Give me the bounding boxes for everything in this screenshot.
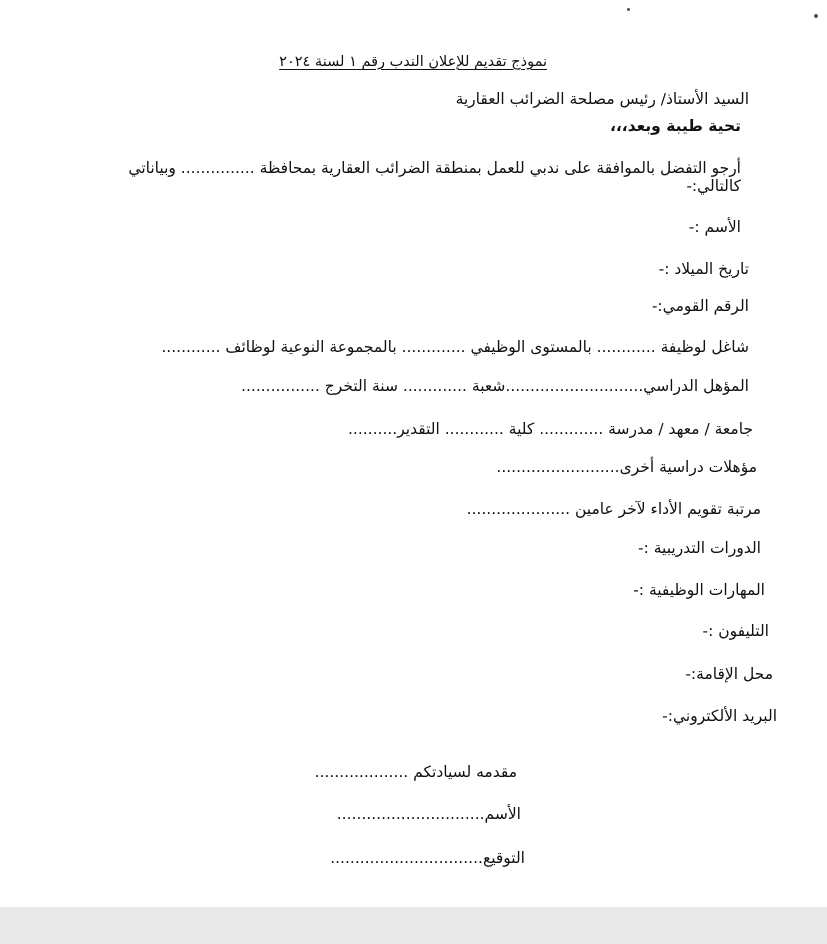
name-field-label: الأسم :- <box>688 218 741 236</box>
scan-speck <box>814 14 818 18</box>
national-id-field-label: الرقم القومي:- <box>651 297 749 315</box>
signer-name-line: الأسم.............................. <box>336 805 521 823</box>
greeting-line: تحية طيبة وبعد،،، <box>610 117 741 135</box>
birth-date-field-label: تاريخ الميلاد :- <box>658 260 749 278</box>
skills-field-label: المهارات الوظيفية :- <box>633 581 765 599</box>
other-qualifications-line: مؤهلات دراسية أخرى......................... <box>496 458 757 476</box>
scan-bottom-edge <box>0 907 827 944</box>
addressee-line: السيد الأستاذ/ رئيس مصلحة الضرائب العقارية <box>455 90 749 108</box>
courses-field-label: الدورات التدريبية :- <box>637 539 761 557</box>
residence-field-label: محل الإقامة:- <box>685 665 773 683</box>
scan-speck <box>627 8 630 11</box>
job-line: شاغل لوظيفة ............ بالمستوى الوظيفي ............. بالمجموعة النوعية لوظائف ............ <box>161 338 749 356</box>
signature-line: التوقيع............................... <box>330 849 525 867</box>
submitted-by-line: مقدمه لسيادتكم ................... <box>314 763 517 781</box>
university-line: جامعة / معهد / مدرسة ............. كلية ............ التقدير.......... <box>347 420 753 438</box>
phone-field-label: التليفون :- <box>702 622 769 640</box>
form-title: نموذج تقديم للإعلان الندب رقم ١ لسنة ٢٠٢٤ <box>279 54 547 70</box>
email-field-label: البريد الألكتروني:- <box>662 707 777 725</box>
request-line-1: أرجو التفضل بالموافقة على ندبي للعمل بمنطقة الضرائب العقارية بمحافظة ............... وبياناتي <box>128 159 741 177</box>
evaluation-line: مرتبة تقويم الأداء لآخر عامين ..................... <box>466 500 761 518</box>
qualification-line: المؤهل الدراسي............................شعبة ............. سنة التخرج ................ <box>241 377 749 395</box>
request-line-2: كالتالي:- <box>686 177 741 195</box>
